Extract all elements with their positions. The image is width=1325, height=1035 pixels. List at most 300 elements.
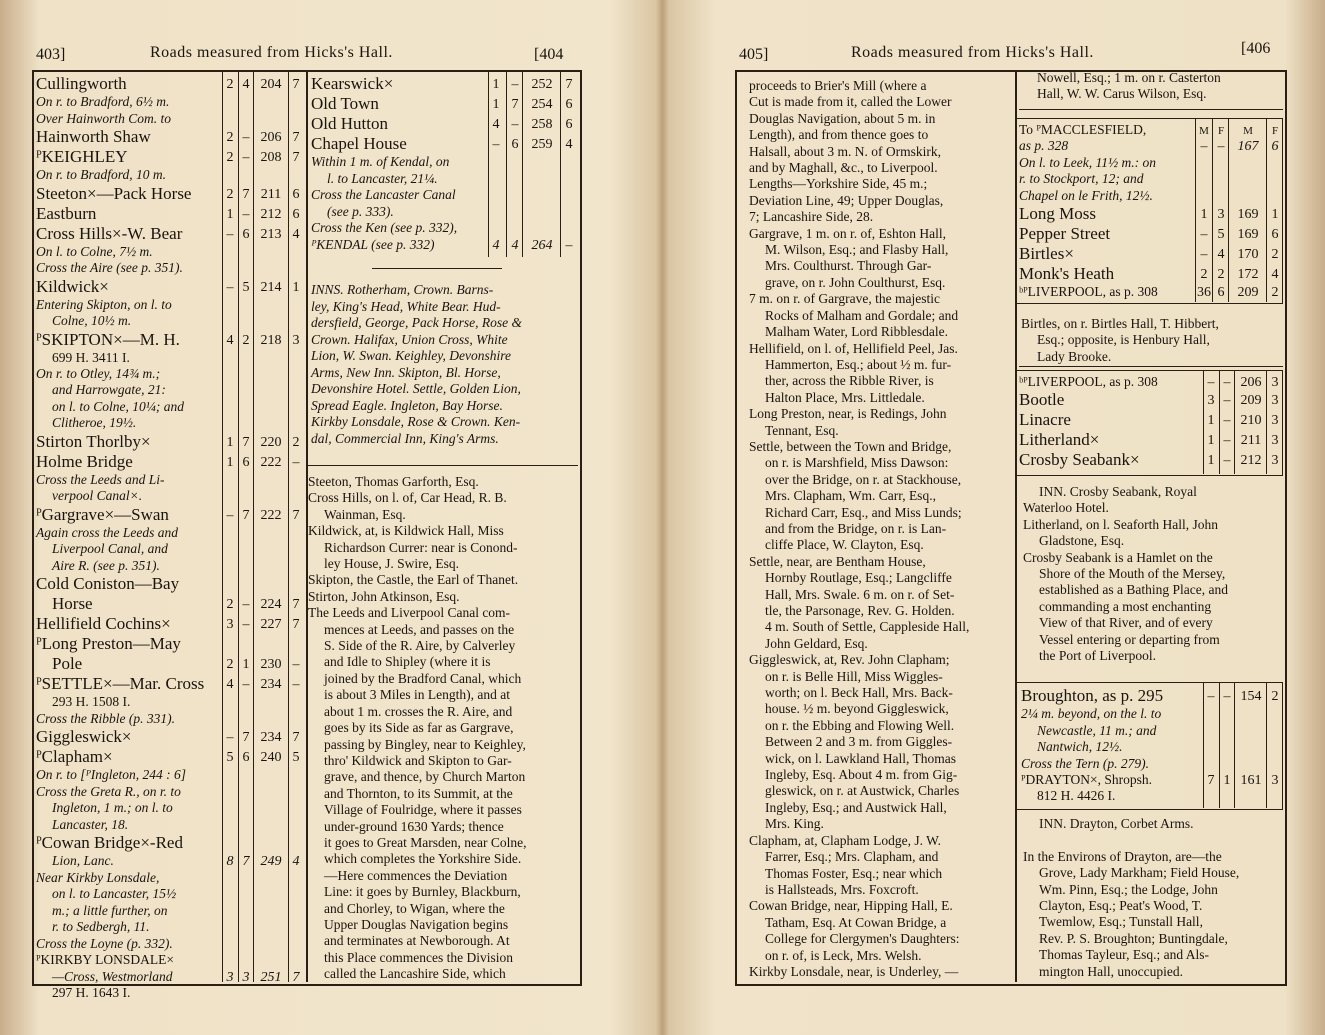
- route-row: [1021, 686, 1281, 706]
- distance-miles-stage: –: [1200, 247, 1208, 263]
- text-line: Giggleswick, at, Rev. John Clapham;: [749, 652, 950, 668]
- drayton-notes: [1023, 816, 1281, 980]
- distance-miles-stage: 2: [226, 150, 234, 165]
- route-place: 812 H. 4426 I.: [1037, 788, 1116, 804]
- distance-furlongs-stage: 7: [242, 507, 250, 523]
- distance-furlongs-stage: –: [1223, 433, 1231, 449]
- distance-miles-total: 169: [1237, 207, 1259, 223]
- distance-furlongs-total: 4: [292, 854, 300, 870]
- route-row: [311, 114, 576, 134]
- route-row: [1019, 244, 1281, 264]
- text-line: Waterloo Hotel.: [1023, 500, 1109, 516]
- route-place: ᴾKENDAL (see p. 332): [311, 236, 435, 252]
- distance-miles-stage: 8: [226, 854, 234, 870]
- text-line: Malham Water, Lord Ribblesdale.: [765, 324, 948, 340]
- route-place: Near Kirkby Lonsdale,: [36, 869, 160, 885]
- route-place: Liverpool Canal, and: [52, 541, 168, 557]
- route-row: [36, 382, 304, 399]
- route-row: [36, 505, 304, 525]
- route-place: Entering Skipton, on l. to: [36, 296, 172, 312]
- distance-miles-total: 258: [531, 117, 553, 132]
- distance-miles-stage: 2: [226, 657, 234, 673]
- route-place: To ᴾMACCLESFIELD,: [1019, 122, 1147, 137]
- route-row: [36, 350, 304, 366]
- route-row: [36, 94, 304, 111]
- text-line: S. Side of the R. Aire, by Calverley: [324, 638, 516, 654]
- route-place: 297 H. 1643 I.: [52, 985, 131, 1001]
- distance-furlongs-stage: –: [1223, 393, 1231, 409]
- distance-miles-total: 211: [1240, 433, 1262, 449]
- text-line: Settle, between the Town and Bridge,: [749, 438, 952, 454]
- route-row: [36, 919, 304, 936]
- right-header-title: Roads measured from Hicks's Hall.: [851, 44, 1094, 61]
- route-place: Hainworth Shaw: [36, 127, 151, 146]
- route-place: Hellifield Cochins×: [36, 614, 171, 634]
- liv-rule: [1203, 370, 1204, 474]
- text-line: grave, on r. John Coulthurst, Esq.: [765, 274, 946, 290]
- text-line: goes by its Side as far as Gargrave,: [324, 720, 514, 736]
- text-line: on r. is Belle Hill, Miss Wiggles-: [765, 668, 943, 684]
- text-line: ther, across the Ribble River, is: [765, 373, 934, 389]
- distance-furlongs-stage: 6: [242, 750, 250, 766]
- distance-miles-stage: 1: [492, 97, 500, 112]
- distance-furlongs-total: 4: [1271, 267, 1279, 283]
- distance-miles-stage: 1: [226, 206, 234, 222]
- text-line: Crosby Seabank is a Hamlet on the: [1023, 549, 1213, 565]
- distance-miles-stage: 1: [1207, 433, 1215, 449]
- route-place: 293 H. 1508 I.: [52, 694, 131, 710]
- route-place: —Cross, Westmorland: [52, 968, 173, 984]
- distance-furlongs-stage: –: [1223, 453, 1231, 469]
- route-place: Crosby Seabank×: [1019, 450, 1140, 470]
- route-place: ᴾLong Preston—May: [36, 634, 181, 654]
- route-row: [36, 415, 304, 432]
- text-line: Shore of the Mouth of the Mersey,: [1039, 566, 1226, 582]
- distance-miles-stage: 3: [226, 617, 234, 633]
- route-place: Colne, 10½ m.: [52, 313, 132, 328]
- text-line: Crown. Halifax, Union Cross, White: [311, 331, 508, 347]
- left-notes-block: [308, 474, 578, 983]
- route-place: m.; a little further, on: [52, 902, 168, 918]
- route-place: Cross the Ken (see p. 332),: [311, 220, 458, 235]
- text-line: on r. of, is Leck, Mrs. Welsh.: [765, 947, 922, 963]
- text-line: gleswick, on r. at Austwick, Charles: [765, 783, 960, 799]
- route-place: Over Hainworth Com. to: [36, 110, 171, 126]
- distance-miles-total: 240: [260, 750, 282, 766]
- distance-miles-stage: –: [1207, 375, 1215, 390]
- text-line: thro' Kildwick and Skipton to Gar-: [324, 752, 512, 768]
- drayton-rows: [1021, 686, 1281, 805]
- distance-furlongs-total: 3: [1271, 393, 1279, 409]
- left-separator-2: [306, 465, 578, 466]
- right-separator-2: [1019, 366, 1283, 367]
- route-place: Cullingworth: [36, 74, 127, 93]
- route-row: [36, 525, 304, 542]
- route-place: Cold Coniston—Bay: [36, 574, 180, 594]
- route-row: [36, 711, 304, 728]
- dray-rule: [1234, 682, 1235, 808]
- macc-rule: [1228, 118, 1229, 302]
- distance-miles-total: 208: [260, 150, 282, 165]
- route-row: [36, 244, 304, 261]
- text-line: [1023, 832, 1281, 848]
- distance-miles-stage: 1: [226, 434, 234, 450]
- text-line: Spread Eagle. Ingleton, Bay Horse.: [311, 397, 503, 413]
- distance-miles-total: 222: [260, 507, 282, 523]
- text-line: INN. Crosby Seabank, Royal: [1039, 484, 1197, 499]
- text-line: dersfield, George, Pack Horse, Rose &: [311, 315, 522, 330]
- distance-furlongs-stage: –: [242, 206, 250, 222]
- route-place: Cross the Tern (p. 279).: [1021, 755, 1150, 771]
- distance-furlongs-total: –: [292, 657, 300, 673]
- text-line: 7 m. on r. of Gargrave, the majestic: [749, 291, 940, 307]
- text-line: wick, on l. Lawkland Hall, Thomas: [765, 750, 956, 766]
- route-place: (see p. 333).: [327, 203, 394, 219]
- distance-miles-stage: 2: [226, 77, 234, 92]
- route-row: [36, 853, 304, 870]
- distance-furlongs-total: 7: [292, 730, 300, 746]
- text-line: mington Hall, unoccupied.: [1039, 963, 1183, 979]
- route-place: ᵇᴾLIVERPOOL, as p. 308: [1019, 374, 1158, 389]
- left-col-rule: [238, 72, 239, 982]
- macc-rule: [1266, 118, 1267, 302]
- text-line: dal, Commercial Inn, King's Arms.: [311, 430, 499, 446]
- dray-rule: [1203, 682, 1204, 808]
- route-place: Horse: [52, 594, 93, 614]
- text-line: joined by the Bradford Canal, which: [324, 670, 522, 686]
- right-page-number: 405]: [739, 46, 769, 63]
- route-place: Cross the Leeds and Li-: [36, 471, 165, 487]
- route-place: as p. 328: [1019, 138, 1069, 154]
- route-place: Newcastle, 11 m.; and: [1037, 722, 1157, 738]
- distance-miles-total: 251: [260, 969, 282, 985]
- text-line: Thomas Tayleur, Esq.; and Als-: [1039, 947, 1209, 963]
- distance-miles-total: 154: [1240, 689, 1262, 704]
- route-row: [36, 313, 304, 330]
- route-row: [36, 674, 304, 694]
- route-place: On r. to Otley, 14¾ m.;: [36, 365, 161, 381]
- text-line: 4 m. South of Settle, Cappleside Hall,: [765, 619, 970, 635]
- text-line: Kirkby Lonsdale, Rose & Crown. Ken-: [311, 414, 521, 429]
- text-line: Rocks of Malham and Gordale; and: [765, 307, 959, 323]
- text-line: Halton Place, Mrs. Littledale.: [765, 389, 925, 405]
- distance-miles-stage: –: [1200, 227, 1208, 243]
- route-place: ᴾClapham×: [36, 747, 113, 767]
- distance-furlongs-stage: –: [242, 617, 250, 633]
- route-place: r. to Stockport, 12; and: [1019, 171, 1144, 187]
- text-line: Steeton, Thomas Garforth, Esq.: [308, 474, 479, 489]
- text-line: and Idle to Shipley (where it is: [324, 654, 491, 670]
- distance-furlongs-stage: 6: [511, 137, 519, 152]
- route-row: [1019, 171, 1281, 188]
- distance-furlongs-stage: 6: [242, 226, 250, 242]
- text-line: Tennant, Esq.: [765, 422, 839, 438]
- distance-miles-total: 210: [1240, 413, 1262, 429]
- text-line: and Chorley, to Wigan, where the: [324, 900, 505, 916]
- route-place: Kildwick×: [36, 276, 109, 296]
- text-line: over the Bridge, on r. at Stackhouse,: [765, 471, 962, 487]
- route-place: Cross the Ribble (p. 331).: [36, 710, 175, 726]
- text-line: Lady Brooke.: [1037, 348, 1112, 364]
- distance-miles-total: 220: [260, 434, 282, 450]
- distance-furlongs-stage: –: [242, 597, 250, 613]
- route-row: [36, 969, 304, 986]
- text-line: it goes to Great Marsden, near Colne,: [324, 834, 527, 850]
- distance-furlongs-total: 7: [292, 969, 300, 985]
- route-row: [36, 167, 304, 184]
- route-row: [1021, 756, 1281, 773]
- route-row: [311, 204, 576, 221]
- liverpool-notes: [1023, 484, 1281, 664]
- text-line: College for Clergymen's Daughters:: [765, 931, 960, 947]
- route-row: [1019, 155, 1281, 172]
- right-separator: [1019, 109, 1283, 110]
- distance-furlongs-total: 3: [1271, 453, 1279, 469]
- text-line: Birtles, on r. Birtles Hall, T. Hibbert,: [1021, 316, 1219, 331]
- text-line: Vessel entering or departing from: [1039, 631, 1220, 647]
- left-col-rule: [288, 72, 289, 982]
- route-row: [36, 127, 304, 147]
- text-line: Hammerton, Esq.; about ½ m. fur-: [765, 356, 952, 372]
- route-row: [36, 472, 304, 489]
- route-row: [36, 903, 304, 920]
- liv-rule: [1266, 370, 1267, 474]
- route-place: Cross Hills×-W. Bear: [36, 223, 183, 243]
- text-line: Kildwick, at, is Kildwick Hall, Miss: [308, 523, 504, 539]
- text-line: John Geldard, Esq.: [765, 635, 868, 651]
- distance-miles-stage: 1: [1200, 207, 1208, 223]
- distance-miles-stage: 1: [1207, 453, 1215, 469]
- text-line: is about 3 Miles in Length), and at: [324, 687, 510, 703]
- distance-miles-stage: –: [226, 507, 234, 523]
- text-line: Mrs. Coulthurst. Through Gar-: [765, 258, 932, 274]
- route-row: [311, 94, 576, 114]
- route-place: on l. to Colne, 10¼; and: [52, 398, 184, 414]
- text-line: on r. the Ebbing and Flowing Well.: [765, 717, 955, 733]
- route-row: [1019, 390, 1281, 410]
- route-place: Eastburn: [36, 203, 97, 223]
- text-line: Stirton, John Atkinson, Esq.: [308, 588, 460, 604]
- distance-miles-total: 230: [260, 657, 282, 673]
- text-line: Wm. Pinn, Esq.; the Lodge, John: [1039, 881, 1218, 897]
- route-row: [311, 220, 576, 237]
- route-place: Again cross the Leeds and: [36, 524, 178, 540]
- route-place: Monk's Heath: [1019, 264, 1115, 284]
- text-line: M. Wilson, Esq.; and Flasby Hall,: [765, 242, 949, 258]
- distance-furlongs-stage: 2: [242, 332, 250, 348]
- left-header: [32, 38, 584, 70]
- route-row: [36, 767, 304, 784]
- route-row: [311, 171, 576, 188]
- distance-furlongs-total: 7: [292, 617, 300, 633]
- text-line: Richard Carr, Esq., and Miss Lunds;: [765, 504, 962, 520]
- route-place: Pole: [52, 654, 83, 674]
- route-row: [311, 154, 576, 171]
- route-row: [1019, 450, 1281, 470]
- distance-furlongs-stage: 5: [1217, 227, 1225, 243]
- text-line: mences at Leeds, and passes on the: [324, 621, 515, 637]
- distance-furlongs-stage: 6: [1217, 285, 1225, 301]
- left-col2-rule: [488, 72, 489, 257]
- liverpool-rows: [1019, 374, 1281, 470]
- left-route-column-2: [311, 74, 576, 253]
- route-row: [36, 224, 304, 244]
- distance-furlongs-total: 6: [1271, 139, 1279, 155]
- distance-miles-total: 224: [260, 597, 282, 613]
- text-line: on r. is Marshfield, Miss Dawson:: [765, 455, 949, 471]
- text-line: In the Environs of Drayton, are—the: [1023, 848, 1222, 864]
- distance-furlongs-stage: 5: [242, 279, 250, 295]
- distance-miles-stage: –: [226, 226, 234, 242]
- text-line: Lion, W. Swan. Keighley, Devonshire: [311, 348, 511, 363]
- left-page: [0, 0, 662, 1035]
- text-line: established as a Bathing Place, and: [1039, 582, 1228, 598]
- distance-miles-total: 172: [1237, 267, 1259, 283]
- text-line: this Place commences the Division: [324, 949, 513, 965]
- distance-furlongs-stage: 1: [1223, 773, 1231, 788]
- route-place: Holme Bridge: [36, 451, 133, 471]
- route-row: [1019, 264, 1281, 284]
- route-row: [36, 147, 304, 167]
- route-place: ᴾSKIPTON×—M. H.: [36, 329, 180, 349]
- distance-miles-stage: –: [226, 730, 234, 746]
- route-row: [36, 985, 304, 1001]
- macclesfield-rows: [1019, 122, 1281, 301]
- distance-furlongs-stage: 7: [242, 434, 250, 450]
- text-line: Cut is made from it, called the Lower: [749, 94, 952, 110]
- left-page-number: 403]: [36, 46, 66, 63]
- distance-furlongs-total: 6: [565, 117, 573, 132]
- route-row: [1021, 772, 1281, 788]
- macc-rule: [1195, 118, 1196, 302]
- text-line: —Here commences the Deviation: [324, 867, 508, 883]
- text-line: Long Preston, near, is Redings, John: [749, 406, 947, 422]
- route-place: ᴾDRAYTON×, Shropsh.: [1021, 772, 1152, 787]
- distance-miles-stage: 1: [226, 454, 234, 470]
- route-row: [36, 558, 304, 575]
- route-row: [36, 74, 304, 94]
- route-place: ᵇᴾLIVERPOOL, as p. 308: [1019, 284, 1158, 300]
- right-col2-top: [1021, 70, 1281, 103]
- route-row: [36, 634, 304, 654]
- distance-furlongs-total: –: [292, 454, 300, 470]
- text-line: house. ½ m. beyond Giggleswick,: [765, 701, 949, 717]
- text-line: Cowan Bridge, near, Hipping Hall, E.: [749, 898, 953, 914]
- route-place: On r. to [ᴾIngleton, 244 : 6]: [36, 767, 187, 783]
- distance-furlongs-total: 6: [292, 186, 300, 202]
- distance-furlongs-stage: 2: [1217, 267, 1225, 283]
- route-place: Old Hutton: [311, 114, 388, 133]
- text-line: which completes the Yorkshire Side.: [324, 851, 522, 867]
- text-line: Grove, Lady Markham; Field House,: [1039, 865, 1240, 881]
- route-row: [36, 366, 304, 383]
- distance-furlongs-stage: –: [511, 117, 519, 132]
- column-header: M: [1199, 125, 1209, 137]
- distance-miles-total: 234: [260, 730, 282, 746]
- distance-miles-total: 209: [1240, 393, 1262, 409]
- route-row: [36, 800, 304, 817]
- distance-furlongs-stage: 4: [1217, 247, 1225, 263]
- distance-miles-stage: 4: [226, 332, 234, 348]
- distance-miles-total: 212: [260, 206, 282, 222]
- distance-miles-stage: 5: [226, 750, 234, 766]
- route-row: [36, 654, 304, 674]
- text-line: grave, and thence, by Church Marton: [324, 769, 526, 785]
- distance-furlongs-total: 2: [1271, 285, 1279, 301]
- route-place: Kearswick×: [311, 74, 394, 93]
- route-row: [36, 399, 304, 416]
- route-place: Bootle: [1019, 390, 1065, 410]
- route-row: [1019, 188, 1281, 205]
- text-line: Kirkby Lonsdale, near, is Underley, —: [749, 963, 959, 979]
- text-line: Lengths—Yorkshire Side, 45 m.;: [749, 176, 928, 192]
- left-header-title: Roads measured from Hicks's Hall.: [150, 44, 393, 61]
- distance-furlongs-total: 6: [1271, 227, 1279, 243]
- route-place: On r. to Bradford, 10 m.: [36, 167, 167, 182]
- text-line: Ingleby, Esq.; and Austwick Hall,: [765, 799, 947, 815]
- text-line: and from the Bridge, on r. is Lan-: [765, 520, 947, 536]
- route-place: Broughton, as p. 295: [1021, 686, 1164, 705]
- distance-miles-stage: –: [1200, 139, 1208, 155]
- route-place: Old Town: [311, 94, 379, 113]
- distance-miles-stage: 2: [1200, 267, 1208, 283]
- distance-furlongs-stage: 3: [242, 969, 250, 985]
- route-place: 2¼ m. beyond, on the l. to: [1021, 706, 1162, 721]
- distance-furlongs-total: 7: [565, 77, 573, 92]
- text-line: ley, King's Head, White Bear. Hud-: [311, 298, 501, 314]
- distance-furlongs-total: 7: [292, 507, 300, 523]
- distance-miles-stage: 2: [226, 130, 234, 145]
- text-line: under-ground 1630 Yards; thence: [324, 818, 504, 834]
- text-line: worth; on l. Beck Hall, Mrs. Back-: [765, 685, 953, 701]
- distance-furlongs-total: 4: [565, 137, 573, 152]
- route-row: [36, 260, 304, 277]
- distance-furlongs-total: 7: [292, 597, 300, 613]
- route-place: Clitheroe, 19½.: [52, 415, 137, 431]
- route-row: [36, 870, 304, 887]
- distance-miles-total: 264: [531, 237, 553, 253]
- text-line: tle, the Parsonage, Rev. G. Holden.: [765, 603, 955, 618]
- route-place: Stirton Thorlby×: [36, 431, 151, 451]
- distance-furlongs-stage: –: [1223, 375, 1231, 390]
- distance-miles-total: 170: [1237, 247, 1259, 263]
- route-place: ᴾCowan Bridge×-Red: [36, 833, 183, 853]
- distance-miles-total: 259: [531, 137, 553, 152]
- route-row: [36, 277, 304, 297]
- route-row: [1019, 430, 1281, 450]
- distance-furlongs-stage: –: [1223, 689, 1231, 704]
- text-line: and terminates at Newborough. At: [324, 933, 510, 949]
- route-place: verpool Canal×.: [52, 488, 143, 504]
- text-line: Richardson Currer: near is Conond-: [324, 539, 518, 555]
- route-row: [311, 74, 576, 94]
- left-col-rule: [222, 72, 223, 982]
- route-row: [36, 817, 304, 834]
- text-line: Clayton, Esq.; Peat's Wood, T.: [1039, 898, 1203, 914]
- distance-miles-total: 206: [1240, 375, 1262, 390]
- route-row: [36, 727, 304, 747]
- route-place: ᴾKIRKBY LONSDALE×: [36, 952, 174, 968]
- route-row: [1021, 723, 1281, 740]
- route-row: [36, 694, 304, 710]
- text-line: INNS. Rotherham, Crown. Barns-: [311, 282, 494, 297]
- route-row: [1021, 706, 1281, 723]
- distance-miles-total: 227: [260, 617, 282, 633]
- text-line: Douglas Navigation, about 5 m. in: [749, 110, 936, 126]
- distance-furlongs-total: 4: [292, 226, 300, 242]
- left-col-rule: [253, 72, 254, 982]
- text-line: Settle, near, are Bentham House,: [749, 553, 926, 569]
